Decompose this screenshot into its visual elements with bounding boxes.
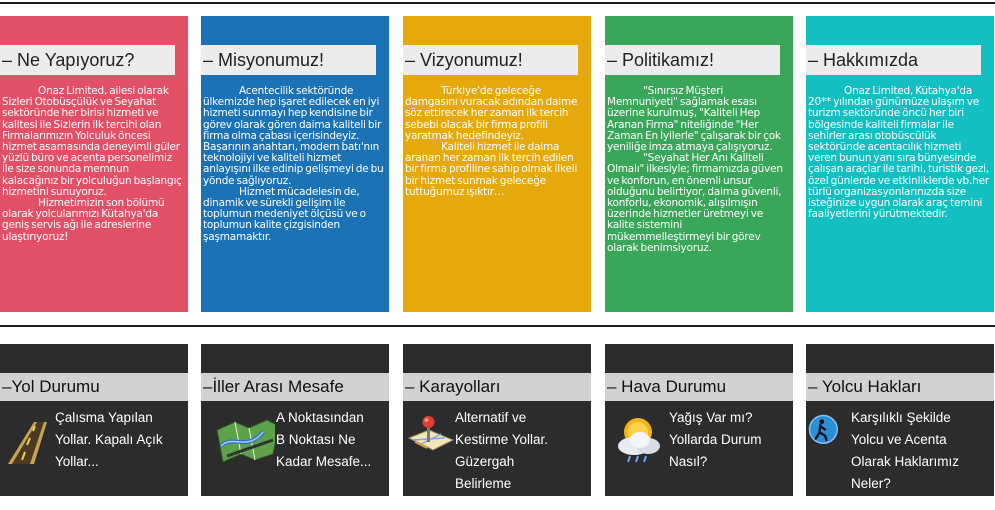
card-misyonumuz [201,16,389,312]
tile-yolcu-haklari[interactable] [806,344,994,496]
tile-title[interactable]: – Hava Durumu [605,373,793,401]
road-icon [0,412,52,464]
card-paragraph: "Sınırsız Müşteri Memnuniyeti" sağlamak esası üzerine kurulmuş, "Kaliteli Hep Aranan Firma" niteliğinde "Her Zaman En İyilerle" çalışarak bir çok yeniliğe imza atmaya çalışıyoruz. [607,85,781,154]
card-paragraph: Onaz Limited, Kütahya'da 20** yılından günümüze ulaşım ve turizm sektöründe öncü her biri bölgesinde kaliteli firmalar ile sehirler arası otobüscülük sektöründe acentacılık hizmeti veren bunun yanı sıra bünyesinde çalışan araçlar ile tarihi, turistik gezi, özel günlerde ve etkinliklerde vb.her türlü organizasyonlarınızda size isteğinize uygun olarak araç temini faaliyetlerini yürütmektedir. [808,85,989,221]
passenger-icon [808,414,848,454]
card-ne-yapiyoruz [0,16,188,312]
card-paragraph: Türkiye'de geleceğe damgasını vuracak adından daime söz ettirecek her zaman ilk tercih sebebi olacak bir firma profili yaratmak hedefindeyiz. [405,85,578,142]
card-body [2,86,185,243]
card-paragraph: Hizmet mücadelesin de, dinamik ve sürekli gelişim ile toplumun medeniyet ölçüsü ve o toplumun kalite çizgisinden şaşmamaktır. [203,185,366,243]
card-hakkimizda [806,16,994,312]
tile-text: A Noktasından B Noktası Ne Kadar Mesafe... [276,410,372,469]
card-politikamiz [605,16,793,312]
tile-title[interactable]: –Yol Durumu [0,373,188,401]
card-body [607,86,790,254]
card-title[interactable]: – Hakkımızda [806,45,981,75]
tile-karayollari[interactable] [403,344,591,496]
card-body [808,86,991,220]
tile-title[interactable]: – Karayolları [403,373,591,401]
map-icon [203,412,275,464]
card-title[interactable]: – Politikamız! [605,45,780,75]
card-body [203,86,386,243]
tile-text: Karşılıklı Şekilde Yolcu ve Acenta Olarak Haklarımız Neler? [851,410,960,491]
weather-icon [605,412,667,464]
card-paragraph: Kaliteli hizmet ile daima aranan her zaman ilk tercih edilen bir firma profiline sahip olmak ilkeli bir hizmet sunmak geleceğe tuttuğumuz ışıktır… [405,141,578,198]
tile-text: Yağış Var mı? Yollarda Durum Nasıl? [669,410,762,469]
tile-title[interactable]: –İller Arası Mesafe [201,373,389,401]
card-title[interactable]: – Ne Yapıyoruz? [0,45,175,75]
tile-iller-arasi-mesafe[interactable] [201,344,389,496]
card-title[interactable]: – Misyonumuz! [201,45,376,75]
tile-yol-durumu[interactable] [0,344,188,496]
top-divider [0,2,995,4]
card-paragraph: Onaz Limited, ailesi olarak Sizleri Otobüsçülük ve Seyahat sektöründe her birisi hizmeti ve kalitesi ile Sizlerin ilk tercihi olan Firmalarımızın Yolculuk öncesi hizmet asamasında deneyimli güler yüzlü büro ve acenta personelimiz ile size sonunda memnun kalacağınız bir yolculuğun başlangıç hizmetini sunuyoruz. [2,85,182,198]
tile-hava-durumu[interactable] [605,344,793,496]
card-paragraph: Acentecilik sektöründe ülkemizde hep işaret edilecek en iyi hizmeti sunmayı hep kendisine bir görev olarak gören daima kaliteli bir firma olma çabası içerisindeyiz. Başarının anahtarı, modern batı'nın teknolojiyi ve kaliteli hizmet anlayışını ilke edinip gelişmeyi de bu yönde sağlıyoruz. [203,85,384,187]
card-paragraph: "Seyahat Her Anı Kaliteli Olmalı" ilkesiyle; firmamızda güven ve konforun, en önemli unsur olduğunu belirtiyor, daima güvenli, konforlu, ekonomik, alışılmışın üzerinde hizmetler üretmeyi ve kalite sistemini mükemmelleştirmeyi bir görev olarak benimsiyoruz. [607,152,783,254]
tile-text: Alternatif ve Kestirme Yollar. Güzergah Belirleme [455,410,549,491]
card-title[interactable]: – Vizyonumuz! [403,45,578,75]
tile-text: Çalısma Yapılan Yollar. Kapalı Açık Yollar... [55,410,163,469]
tile-title[interactable]: – Yolcu Hakları [806,373,994,401]
card-paragraph: Hizmetimizin son bölümü olarak yolcularımızı Kütahya'da geniş servis ağı ile adreslerine ulaştırıyoruz! [2,197,165,243]
card-vizyonumuz [403,16,591,312]
middle-divider [0,325,995,327]
card-body [405,86,588,198]
map-pin-icon [405,412,457,464]
